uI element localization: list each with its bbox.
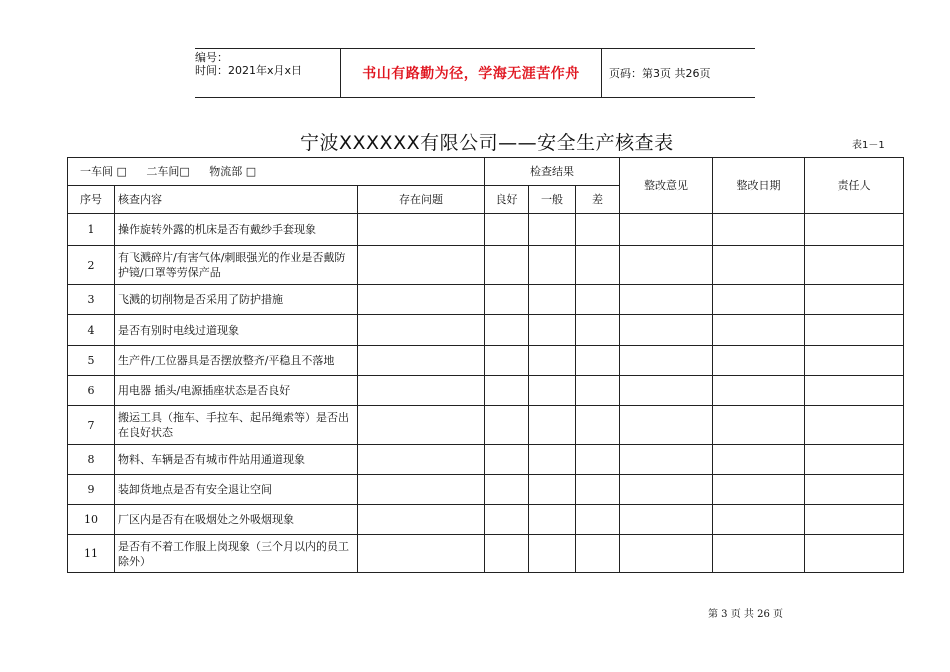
- normal-cell[interactable]: [529, 246, 576, 285]
- row-number: 2: [68, 246, 115, 285]
- responsible-cell[interactable]: [805, 315, 904, 346]
- issues-cell[interactable]: [358, 535, 485, 573]
- good-cell[interactable]: [485, 376, 529, 406]
- good-cell[interactable]: [485, 535, 529, 573]
- poor-cell[interactable]: [576, 214, 620, 246]
- rectify-date-header: 整改日期: [713, 158, 805, 214]
- normal-cell[interactable]: [529, 445, 576, 475]
- department-selector: [68, 158, 485, 186]
- responsible-cell[interactable]: [805, 214, 904, 246]
- responsible-cell[interactable]: [805, 406, 904, 445]
- document-header: [195, 48, 755, 98]
- good-cell[interactable]: [485, 246, 529, 285]
- safety-checklist-table: [67, 157, 904, 573]
- normal-cell[interactable]: [529, 285, 576, 315]
- poor-cell[interactable]: [576, 346, 620, 376]
- check-item: 搬运工具（拖车、手拉车、起吊绳索等）是否出在良好状态: [115, 406, 358, 445]
- row-number: 6: [68, 376, 115, 406]
- good-cell[interactable]: [485, 214, 529, 246]
- check-item: 是否有不着工作服上岗现象（三个月以内的员工除外）: [115, 535, 358, 573]
- row-number: 7: [68, 406, 115, 445]
- issues-cell[interactable]: [358, 214, 485, 246]
- issues-cell[interactable]: [358, 475, 485, 505]
- row-number: 3: [68, 285, 115, 315]
- table-row: [68, 475, 904, 505]
- table-row: [68, 406, 904, 445]
- row-number: 4: [68, 315, 115, 346]
- table-row: [68, 535, 904, 573]
- rectify-date-cell[interactable]: [713, 475, 805, 505]
- normal-cell[interactable]: [529, 505, 576, 535]
- table-row: [68, 285, 904, 315]
- check-item: 装卸货地点是否有安全退让空间: [115, 475, 358, 505]
- rectify-opinion-cell[interactable]: [620, 475, 713, 505]
- no-header: 序号: [68, 186, 115, 214]
- responsible-header: 责任人: [805, 158, 904, 214]
- responsible-cell[interactable]: [805, 535, 904, 573]
- good-cell[interactable]: [485, 505, 529, 535]
- table-row: [68, 214, 904, 246]
- rectify-date-cell[interactable]: [713, 445, 805, 475]
- check-item: 有飞溅碎片/有害气体/刺眼强光的作业是否戴防护镜/口罩等劳保产品: [115, 246, 358, 285]
- good-cell[interactable]: [485, 406, 529, 445]
- table-row: [68, 505, 904, 535]
- poor-cell[interactable]: [576, 445, 620, 475]
- responsible-cell[interactable]: [805, 285, 904, 315]
- table-row: [68, 445, 904, 475]
- good-cell[interactable]: [485, 285, 529, 315]
- normal-cell[interactable]: [529, 475, 576, 505]
- poor-header: 差: [576, 186, 620, 214]
- row-number: 5: [68, 346, 115, 376]
- normal-header: 一般: [529, 186, 576, 214]
- normal-cell[interactable]: [529, 535, 576, 573]
- table-row: [68, 376, 904, 406]
- table-row: [68, 246, 904, 285]
- content-header: 核查内容: [115, 186, 358, 214]
- check-item: 是否有别时电线过道现象: [115, 315, 358, 346]
- good-cell[interactable]: [485, 475, 529, 505]
- rectify-date-cell[interactable]: [713, 376, 805, 406]
- rectify-opinion-cell[interactable]: [620, 445, 713, 475]
- issues-cell[interactable]: [358, 406, 485, 445]
- dept-workshop2-checkbox[interactable]: 二车间□: [146, 165, 190, 178]
- rectify-opinion-cell[interactable]: [620, 214, 713, 246]
- row-number: 1: [68, 214, 115, 246]
- table-row: [68, 346, 904, 376]
- poor-cell[interactable]: [576, 376, 620, 406]
- row-number: 8: [68, 445, 115, 475]
- rectify-date-cell[interactable]: [713, 214, 805, 246]
- check-item: 操作旋转外露的机床是否有戴纱手套现象: [115, 214, 358, 246]
- responsible-cell[interactable]: [805, 376, 904, 406]
- check-item: 生产件/工位器具是否摆放整齐/平稳且不落地: [115, 346, 358, 376]
- normal-cell[interactable]: [529, 376, 576, 406]
- rectify-opinion-cell[interactable]: [620, 246, 713, 285]
- issues-cell[interactable]: [358, 505, 485, 535]
- table-row: [68, 315, 904, 346]
- rectify-date-cell[interactable]: [713, 285, 805, 315]
- issues-cell[interactable]: [358, 376, 485, 406]
- rectify-opinion-header: 整改意见: [620, 158, 713, 214]
- rectify-opinion-cell[interactable]: [620, 346, 713, 376]
- page-code: 页码：第3页 共26页: [609, 67, 711, 80]
- rectify-opinion-cell[interactable]: [620, 285, 713, 315]
- good-cell[interactable]: [485, 346, 529, 376]
- row-number: 10: [68, 505, 115, 535]
- row-number: 11: [68, 535, 115, 573]
- rectify-date-cell[interactable]: [713, 346, 805, 376]
- issues-header: 存在问题: [358, 186, 485, 214]
- good-header: 良好: [485, 186, 529, 214]
- poor-cell[interactable]: [576, 535, 620, 573]
- normal-cell[interactable]: [529, 406, 576, 445]
- responsible-cell[interactable]: [805, 445, 904, 475]
- rectify-date-cell[interactable]: [713, 406, 805, 445]
- normal-cell[interactable]: [529, 346, 576, 376]
- time-label: 时间：2021年x月x日: [195, 64, 303, 77]
- check-result-header: 检查结果: [485, 158, 620, 186]
- responsible-cell[interactable]: [805, 475, 904, 505]
- issues-cell[interactable]: [358, 346, 485, 376]
- responsible-cell[interactable]: [805, 505, 904, 535]
- responsible-cell[interactable]: [805, 346, 904, 376]
- poor-cell[interactable]: [576, 475, 620, 505]
- rectify-opinion-cell[interactable]: [620, 535, 713, 573]
- issues-cell[interactable]: [358, 285, 485, 315]
- checklist-body: [68, 214, 904, 573]
- dept-workshop1-checkbox[interactable]: 一车间 □: [80, 165, 127, 178]
- poor-cell[interactable]: [576, 246, 620, 285]
- rectify-opinion-cell[interactable]: [620, 505, 713, 535]
- table-number: 表1－1: [852, 140, 885, 151]
- poor-cell[interactable]: [576, 285, 620, 315]
- rectify-opinion-cell[interactable]: [620, 376, 713, 406]
- check-item: 飞溅的切削物是否采用了防护措施: [115, 285, 358, 315]
- poor-cell[interactable]: [576, 406, 620, 445]
- check-item: 用电器 插头/电源插座状态是否良好: [115, 376, 358, 406]
- row-number: 9: [68, 475, 115, 505]
- poor-cell[interactable]: [576, 505, 620, 535]
- motto: 书山有路勤为径，学海无涯苦作舟: [340, 49, 602, 97]
- rectify-date-cell[interactable]: [713, 535, 805, 573]
- page-footer: 第 3 页 共 26 页: [708, 609, 783, 620]
- check-item: 厂区内是否有在吸烟处之外吸烟现象: [115, 505, 358, 535]
- normal-cell[interactable]: [529, 214, 576, 246]
- responsible-cell[interactable]: [805, 246, 904, 285]
- page-title: 宁波XXXXXX有限公司——安全生产核查表: [300, 132, 674, 154]
- serial-label: 编号：: [195, 51, 228, 64]
- header-meta: [195, 49, 340, 99]
- good-cell[interactable]: [485, 445, 529, 475]
- dept-logistics-checkbox[interactable]: 物流部 □: [209, 165, 257, 178]
- check-item: 物料、车辆是否有城市件站用通道现象: [115, 445, 358, 475]
- good-cell[interactable]: [485, 315, 529, 346]
- rectify-date-cell[interactable]: [713, 315, 805, 346]
- issues-cell[interactable]: [358, 246, 485, 285]
- poor-cell[interactable]: [576, 315, 620, 346]
- department-row: [68, 158, 904, 186]
- rectify-date-cell[interactable]: [713, 246, 805, 285]
- rectify-opinion-cell[interactable]: [620, 315, 713, 346]
- normal-cell[interactable]: [529, 315, 576, 346]
- issues-cell[interactable]: [358, 445, 485, 475]
- rectify-opinion-cell[interactable]: [620, 406, 713, 445]
- rectify-date-cell[interactable]: [713, 505, 805, 535]
- issues-cell[interactable]: [358, 315, 485, 346]
